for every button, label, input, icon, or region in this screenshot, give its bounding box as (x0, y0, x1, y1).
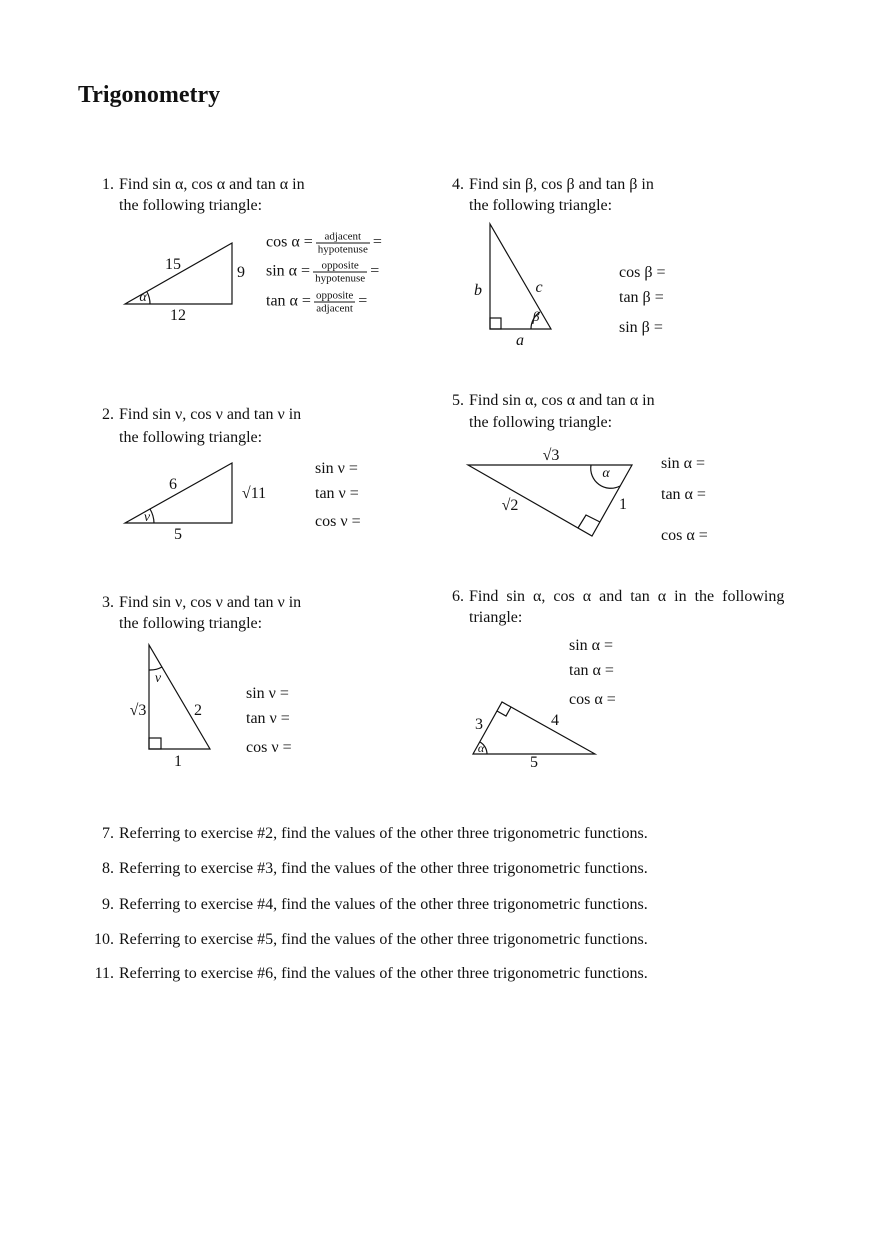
ex5-right-label: 1 (619, 496, 627, 513)
ex6-prompt: Find sin α, cos α and tan α in the following (469, 588, 785, 605)
eq-lhs: tan α = (266, 292, 311, 310)
ex1-tan-eq (266, 290, 367, 315)
ex1-hyp-label: 15 (165, 256, 181, 273)
ex4-prompt: Find sin β, cos β and tan β in (469, 176, 654, 193)
denominator: hypotenuse (317, 243, 368, 256)
ex2-eq-1: sin ν = (315, 460, 358, 477)
ex4-side-c: c (535, 279, 543, 296)
ex3-number: 3. (102, 594, 114, 611)
ex3-eq-3: cos ν = (246, 739, 292, 756)
ex5-number: 5. (452, 392, 464, 409)
ex6-eq-3: cos α = (569, 691, 616, 708)
page-title: Trigonometry (78, 82, 221, 108)
ex4-angle-label: β (532, 310, 540, 325)
ex6-eq-2: tan α = (569, 662, 614, 679)
ex5-top-label: √3 (542, 447, 560, 464)
ex4-side-a: a (516, 332, 524, 349)
ex6-side-3: 3 (475, 716, 483, 733)
list-item: Referring to exercise #6, find the values of the other three trigonometric functions. (119, 965, 648, 982)
list-item: Referring to exercise #2, find the values of the other three trigonometric functions. (119, 825, 648, 842)
item-number: 11. (94, 965, 114, 982)
eq-lhs: sin α = (266, 262, 311, 280)
ex4-side-b: b (474, 282, 482, 299)
ex6-angle-label: α (477, 741, 485, 755)
ex6-prompt-2: triangle: (469, 609, 523, 626)
ex2-prompt-2: the following triangle: (119, 429, 263, 446)
ex1-angle-label: α (139, 290, 147, 305)
ex5-prompt-2: the following triangle: (469, 414, 613, 431)
numerator: adjacent (316, 231, 370, 244)
ex6-side-4: 4 (551, 712, 559, 729)
ex5-left-label: √2 (501, 497, 519, 514)
denominator: hypotenuse (315, 272, 366, 285)
eq-lhs: cos α = (266, 233, 313, 251)
fraction (313, 260, 367, 285)
ex5-eq-2: tan α = (661, 486, 706, 503)
ex6-eq-1: sin α = (569, 637, 614, 654)
eq-rhs: = (372, 233, 382, 251)
ex3-eq-2: tan ν = (246, 710, 290, 727)
eq-rhs: = (358, 292, 368, 310)
list-item: Referring to exercise #3, find the values of the other three trigonometric functions. (119, 860, 648, 877)
ex3-prompt: Find sin ν, cos ν and tan ν in (119, 594, 302, 611)
ex2-eq-3: cos ν = (315, 513, 361, 530)
ex5-angle-label: α (602, 466, 610, 481)
ex2-prompt: Find sin ν, cos ν and tan ν in (119, 406, 302, 423)
ex5-eq-3: cos α = (661, 527, 708, 544)
list-item: Referring to exercise #4, find the values of the other three trigonometric functions. (119, 896, 648, 913)
list-item: Referring to exercise #5, find the values of the other three trigonometric functions. (119, 931, 648, 948)
ex1-prompt: Find sin α, cos α and tan α in (119, 176, 305, 193)
ex6-number: 6. (452, 588, 464, 605)
ex4-eq-1: cos β = (619, 264, 666, 281)
ex2-number: 2. (102, 406, 114, 423)
eq-rhs: = (370, 262, 380, 280)
item-number: 10. (94, 931, 114, 948)
triangle-ex4 (490, 224, 551, 329)
ex6-side-5: 5 (530, 754, 538, 771)
item-number: 8. (102, 860, 114, 877)
ex3-base-label: 1 (174, 753, 182, 770)
triangle-ex2 (125, 463, 232, 523)
ex1-opp-label: 9 (237, 264, 245, 281)
ex5-prompt: Find sin α, cos α and tan α in (469, 392, 655, 409)
ex4-eq-2: tan β = (619, 289, 664, 306)
item-number: 9. (102, 896, 114, 913)
ex2-opp-label: √11 (241, 485, 267, 502)
ex3-angle-label: ν (154, 671, 162, 686)
ex1-adj-label: 12 (170, 307, 186, 324)
ex4-eq-3: sin β = (619, 319, 663, 336)
item-number: 7. (102, 825, 114, 842)
ex3-vert-label: √3 (129, 702, 147, 719)
ex1-sin-eq (266, 260, 379, 285)
denominator: adjacent (316, 302, 353, 315)
ex2-hyp-label: 6 (169, 476, 177, 493)
ex3-prompt-2: the following triangle: (119, 615, 263, 632)
ex4-number: 4. (452, 176, 464, 193)
ex4-prompt-2: the following triangle: (469, 197, 613, 214)
ex1-number: 1. (102, 176, 114, 193)
ex1-prompt-2: the following triangle: (119, 197, 263, 214)
ex3-hyp-label: 2 (194, 702, 202, 719)
ex2-adj-label: 5 (174, 526, 182, 543)
numerator: opposite (313, 260, 367, 273)
numerator: opposite (315, 289, 354, 302)
triangle-ex3 (149, 645, 210, 749)
ex5-eq-1: sin α = (661, 455, 706, 472)
fraction (314, 290, 355, 315)
ex3-eq-1: sin ν = (246, 685, 289, 702)
ex2-eq-2: tan ν = (315, 485, 359, 502)
fraction (316, 231, 370, 256)
ex2-angle-label: ν (143, 510, 151, 525)
ex1-cos-eq (266, 231, 382, 256)
